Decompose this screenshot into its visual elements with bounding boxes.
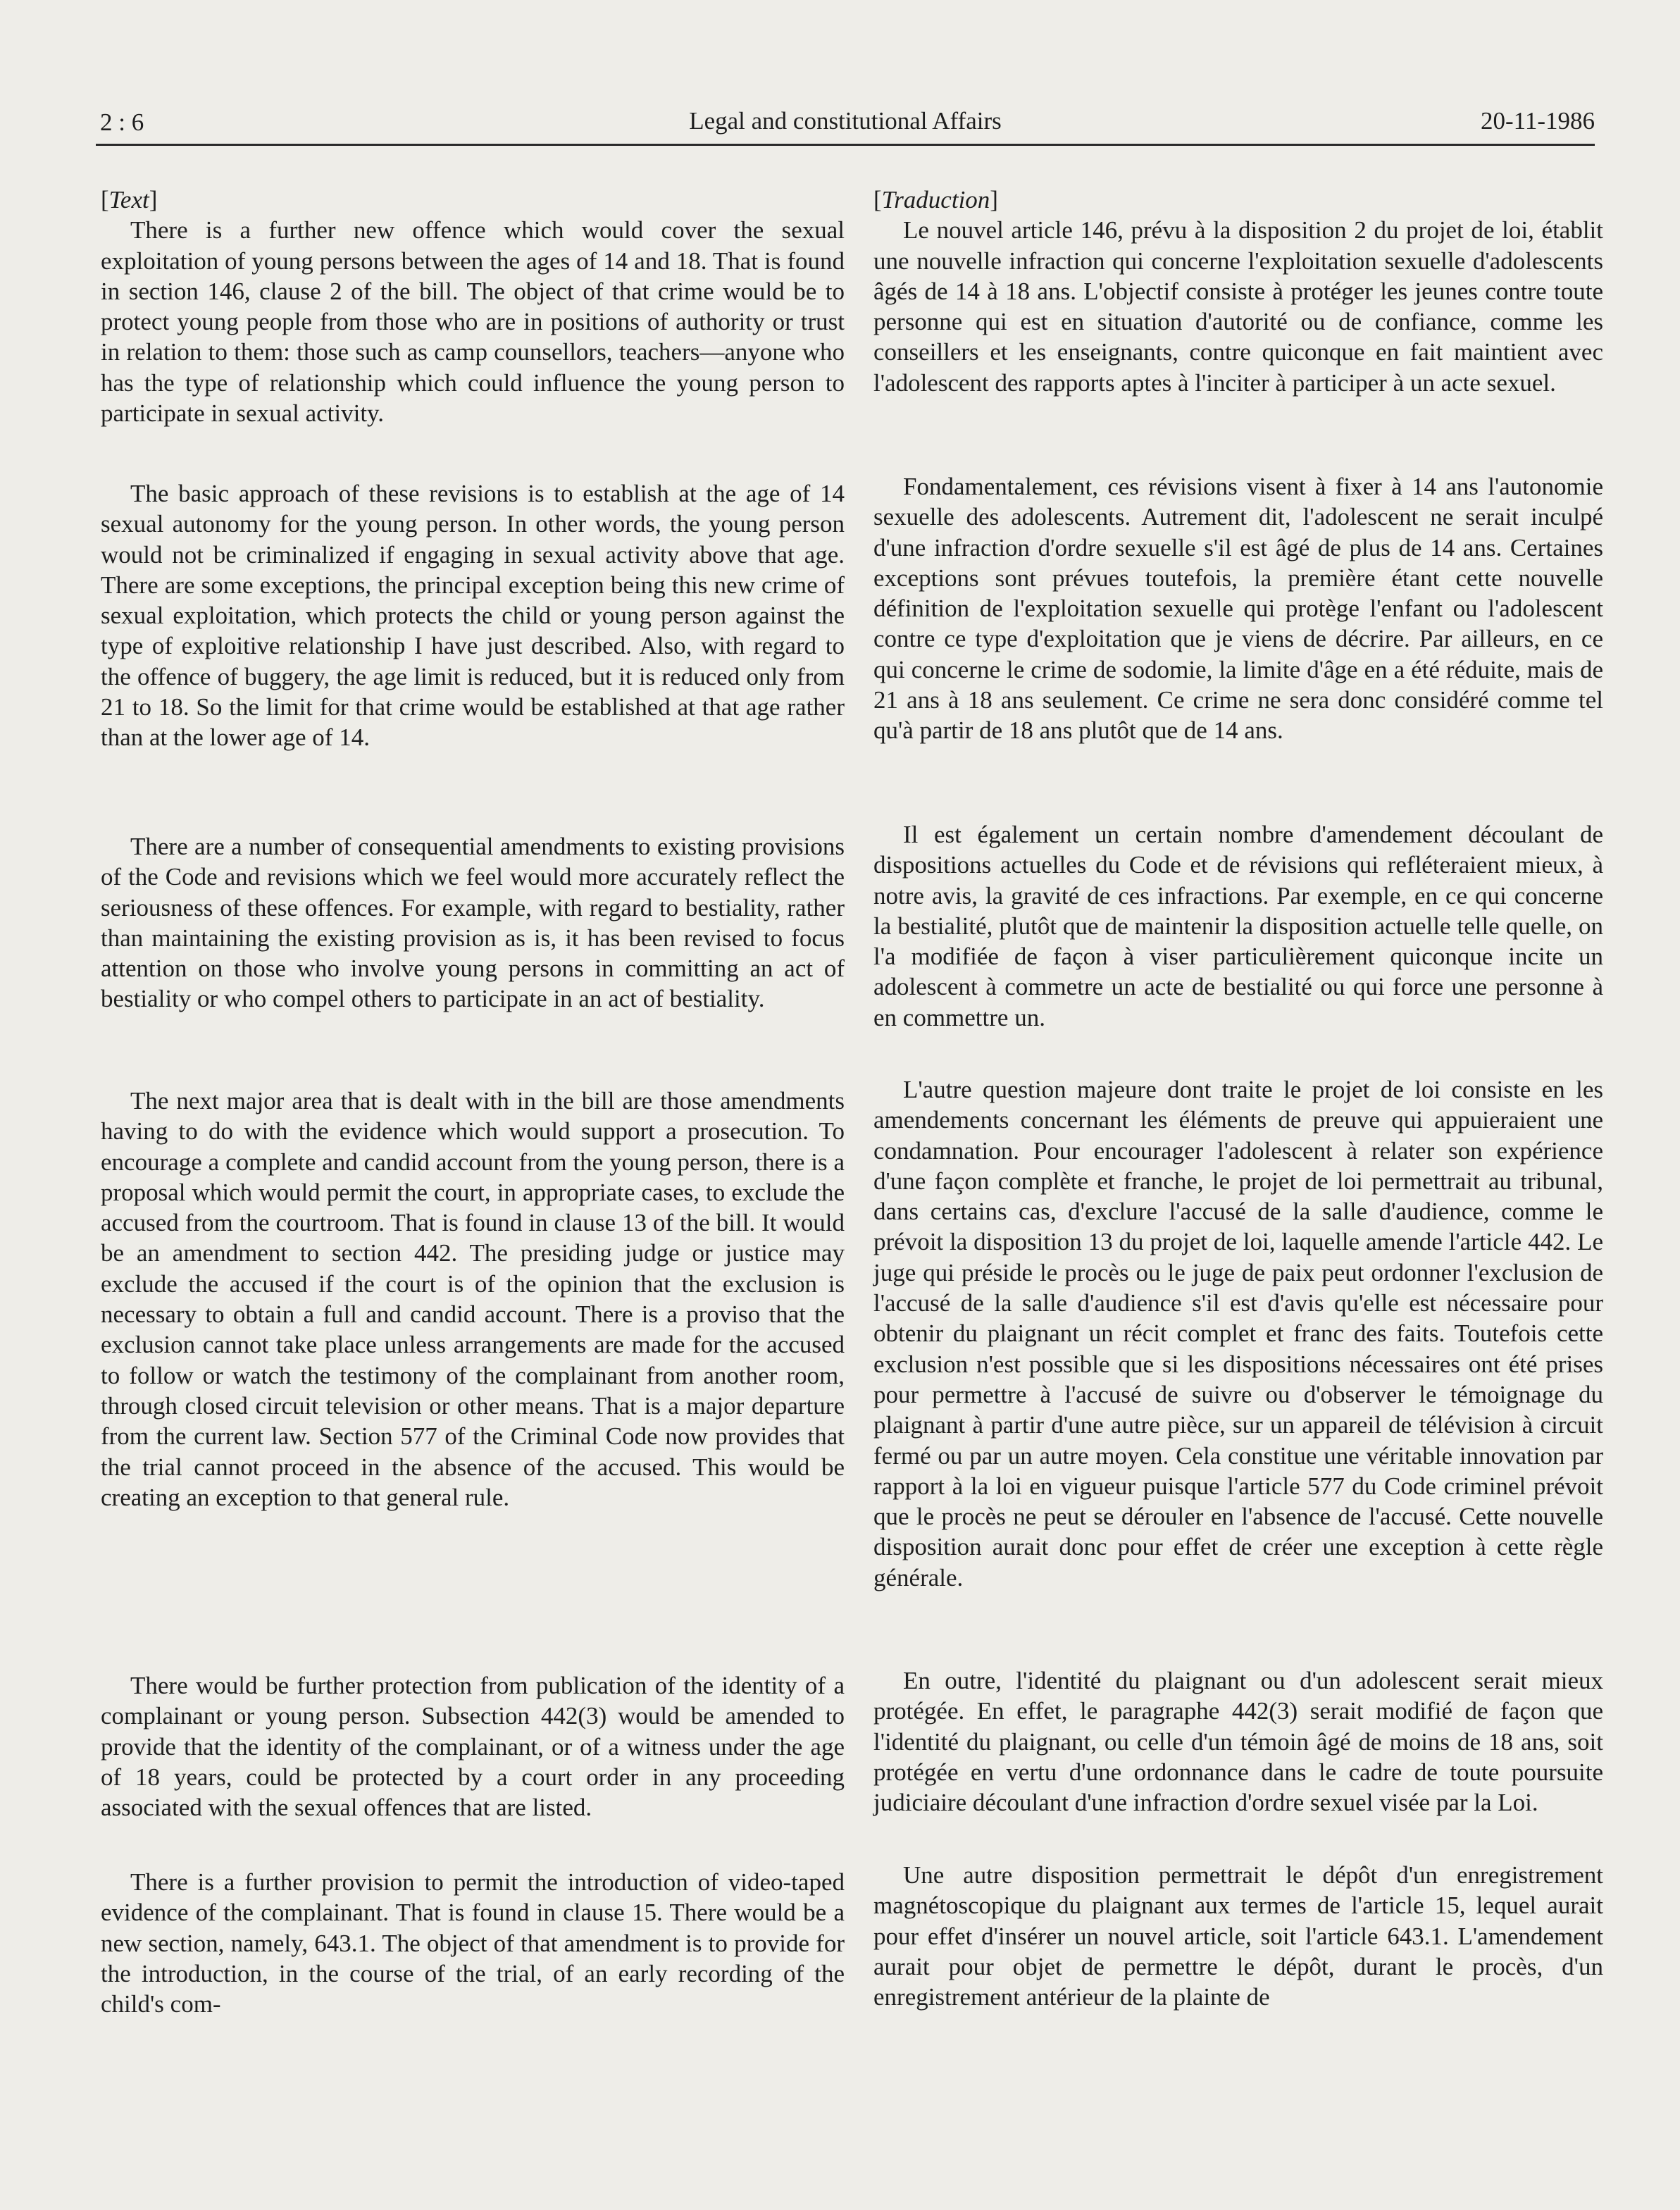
french-block xyxy=(873,1860,1603,2012)
english-paragraph: There would be further protection from publication of the identity of a complainant or young person. Subsection 442(3) would be amended to provide that the identity of the complainant, or of a witness under the age of 18 years, could be protected by a court order in any proceeding associated with the sexual offences that are listed. xyxy=(101,1672,845,1822)
english-label-block xyxy=(101,185,845,428)
english-block xyxy=(101,831,845,1014)
english-block xyxy=(101,1670,845,1823)
french-paragraph: Une autre disposition permettrait le dépôt d'un enregistrement magnétoscopique du plaignant aux termes de l'article 15, lequel aurait pour effet d'insérer un nouvel article, soit l'article 643.1. L'amendement aurait pour objet de permettre le dépôt, durant le procès, d'un enregistrement antérieur de la plainte de xyxy=(873,1861,1603,2011)
french-label-block xyxy=(873,185,1603,398)
french-paragraph: L'autre question majeure dont traite le projet de loi consiste en les amendements concernant les éléments de preuve qui appuieraient une condamnation. Pour encourager l'adolescent à relater son expérience d'une façon complète et franche, le projet de loi permettrait au tribunal, dans certains cas, d'exclure l'accusé de la salle d'audience, comme le prévoit la disposition 13 du projet de loi, laquelle amende l'article 442. Le juge qui préside le procès ou le juge de paix peut ordonner l'exclusion de l'accusé de la salle d'audience s'il est d'avis qu'elle est nécessaire pour obtenir du plaignant un récit complet et franc des faits. Toutefois cette exclusion n'est possible que si les dispositions nécessaires ont été prises pour permettre à l'accusé de suivre ou d'observer le témoignage du plaignant à partir d'une autre pièce, sur un appareil de télévision à circuit fermé ou par un autre moyen. Cela constitue une véritable innovation par rapport à la loi en vigueur puisque l'article 577 du Code criminel prévoit que le procès ne peut se dérouler en l'absence de l'accusé. Cette nouvelle disposition aurait donc pour effet de créer une exception à cette règle générale. xyxy=(873,1076,1603,1591)
english-block xyxy=(101,1867,845,2019)
english-paragraph: The next major area that is dealt with in the bill are those amendments having to do with the evidence which would support a prosecution. To encourage a complete and candid account from the young person, there is a proposal which would permit the court, in appropriate cases, to exclude the accused from the courtroom. That is found in clause 13 of the bill. It would be an amendment to section 442. The presiding judge or justice may exclude the accused if the court is of the opinion that the exclusion is necessary to obtain a full and candid account. There is a proviso that the exclusion cannot take place unless arrangements are made for the accused to follow or watch the testimony of the complainant from another room, through closed circuit television or other means. That is a major departure from the current law. Section 577 of the Criminal Code now provides that the trial cannot proceed in the absence of the accused. This would be creating an exception to that general rule. xyxy=(101,1087,845,1511)
french-block xyxy=(873,1665,1603,1818)
english-label: [Text] xyxy=(101,186,158,213)
french-block xyxy=(873,819,1603,1033)
french-paragraph: En outre, l'identité du plaignant ou d'un adolescent serait mieux protégée. En effet, le paragraphe 442(3) serait modifié de façon que l'identité du plaignant, ou celle d'un témoin âgé de moins de 18 ans, soit protégée en vertu d'une ordonnance dans le cadre de toute poursuite judiciaire découlant d'une infraction d'ordre sexuel visée par la Loi. xyxy=(873,1667,1603,1817)
french-label: [Traduction] xyxy=(873,186,998,213)
english-block xyxy=(101,1086,845,1513)
french-block xyxy=(873,1074,1603,1593)
french-block xyxy=(873,471,1603,746)
english-paragraph: There is a further provision to permit the introduction of video-taped evidence of the complainant. That is found in clause 15. There would be a new section, namely, 643.1. The object of that amendment is to provide for the introduction, in the course of the trial, of an early recording of the child's com- xyxy=(101,1868,845,2018)
french-paragraph: Fondamentalement, ces révisions visent à fixer à 14 ans l'autonomie sexuelle des adolescents. Autrement dit, l'adolescent ne serait inculpé d'une infraction d'ordre sexuelle s'il est âgé de plus de 14 ans. Certaines exceptions sont prévues toutefois, la première étant cette nouvelle définition de l'exploitation sexuelle qui protège l'enfant ou l'adolescent contre ce type d'exploitation que je viens de décrire. Par ailleurs, en ce qui concerne le crime de sodomie, la limite d'âge en a été réduite, mais de 21 ans à 18 ans seulement. Ce crime ne sera donc considéré comme tel qu'à partir de 18 ans plutôt que de 14 ans. xyxy=(873,473,1603,745)
french-paragraph: Le nouvel article 146, prévu à la disposition 2 du projet de loi, établit une nouvelle infraction qui concerne l'exploitation sexuelle d'adolescents âgés de 14 à 18 ans. L'objectif consiste à protéger les jeunes contre toute personne qui est en situation d'autorité ou de confiance, comme les conseillers et les enseignants, contre quiconque en fait maintient avec l'adolescent des rapports aptes à l'inciter à participer à un acte sexuel. xyxy=(873,216,1603,397)
header-date: 20-11-1986 xyxy=(1480,107,1595,135)
english-paragraph: There are a number of consequential amendments to existing provisions of the Code and revisions which we feel would more accurately reflect the seriousness of these offences. For example, with regard to bestiality, rather than maintaining the existing provision as is, it has been revised to focus attention on those who involve young persons in committing an act of bestiality or who compel others to participate in an act of bestiality. xyxy=(101,833,845,1013)
english-paragraph: The basic approach of these revisions is to establish at the age of 14 sexual autonomy for the young person. In other words, the young person would not be criminalized if engaging in sexual activity above that age. There are some exceptions, the principal exception being this new crime of sexual exploitation, which protects the child or young person against the type of exploitive relationship I have just described. Also, with regard to the offence of buggery, the age limit is reduced, but it is reduced only from 21 to 18. So the limit for that crime would be established at that age rather than at the lower age of 14. xyxy=(101,480,845,752)
running-title: Legal and constitutional Affairs xyxy=(689,107,1002,135)
french-paragraph: Il est également un certain nombre d'amendement découlant de dispositions actuelles du Code et de révisions qui refléteraient mieux, à notre avis, la gravité de ces infractions. Par exemple, en ce qui concerne la bestialité, plutôt que de maintenir la disposition actuelle telle quelle, on l'a modifiée de façon à viser particulièrement quiconque incite un adolescent à commetre un acte de bestialité ou qui force une personne à en commettre un. xyxy=(873,821,1603,1031)
page-number: 2 : 6 xyxy=(100,108,144,136)
english-paragraph: There is a further new offence which would cover the sexual exploitation of young persons between the ages of 14 and 18. That is found in section 146, clause 2 of the bill. The object of that crime would be to protect young people from those who are in positions of authority or trust in relation to them: those such as camp counsellors, teachers—anyone who has the type of relationship which could influence the young person to participate in sexual activity. xyxy=(101,216,845,428)
english-block xyxy=(101,478,845,753)
page-header xyxy=(96,104,1595,146)
